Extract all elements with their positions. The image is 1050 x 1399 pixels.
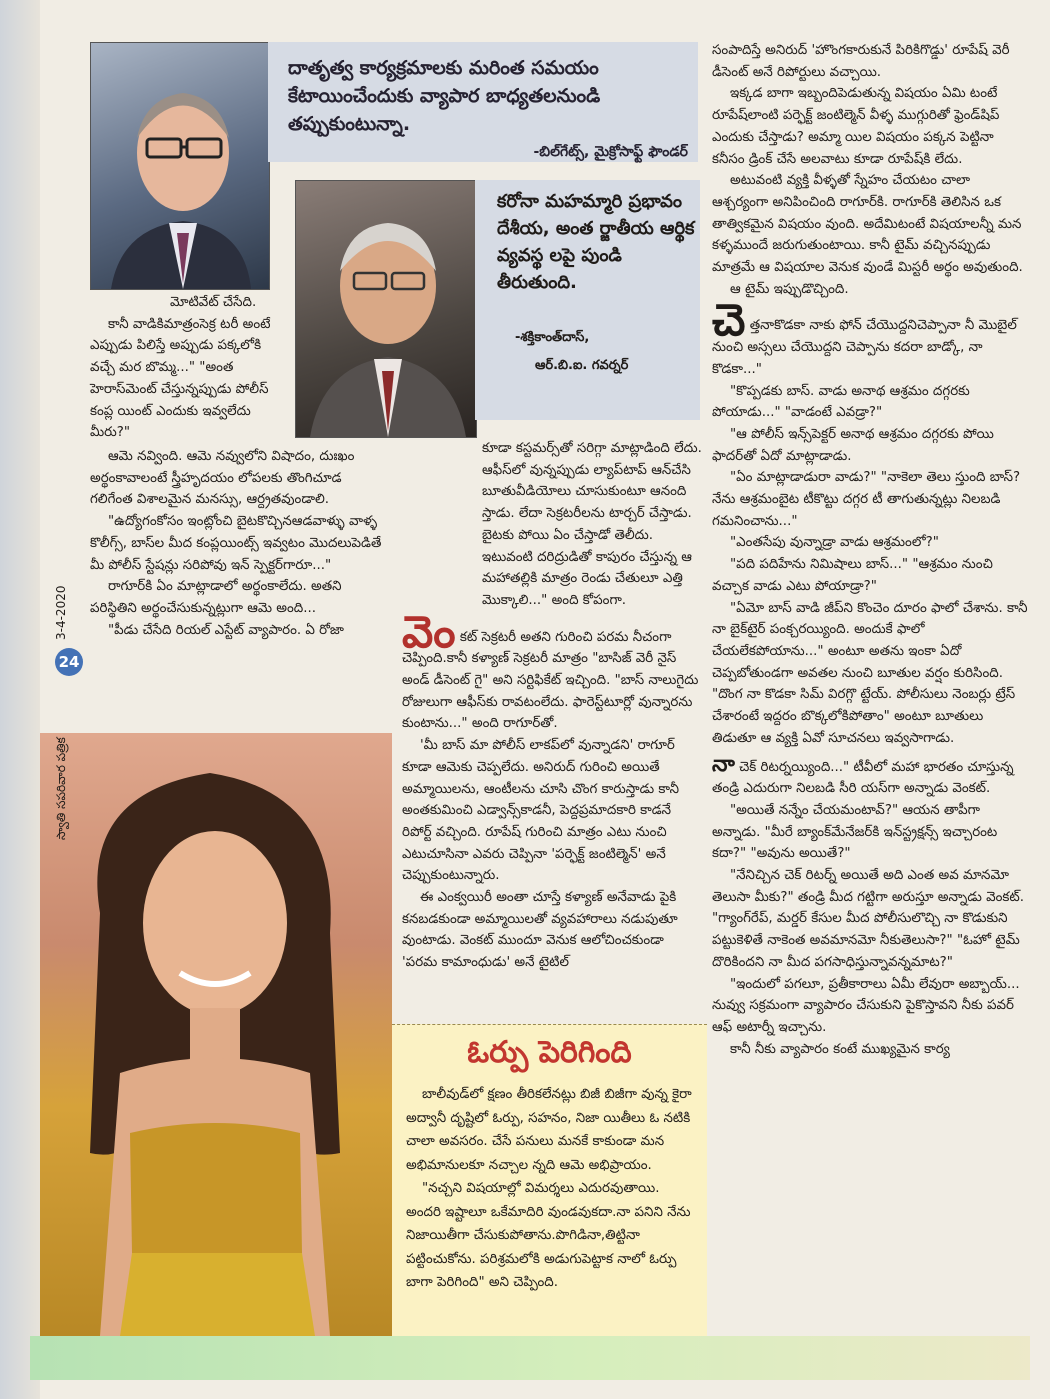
paragraph: "ఏం మాట్లాడాడురా వాడు?" "నాకెలా తెలు స్తుంది బాస్? నేను ఆశ్రమంబైట టీకొట్టు దగ్గర టీ తాగుతున్నట్లు నిలబడి గమనించాను..." xyxy=(712,470,1021,529)
paragraph-text: చెక్ రిటర్నయ్యింది..." టీవీలో మహా భారతం చూస్తున్న తండ్రి ఎదురుగా నిలబడి సీరి యస్‌గా అన్నాడు వెంకట్. xyxy=(712,759,1014,797)
issue-date: 3-4-2020 xyxy=(54,585,68,640)
paragraph: "కొప్పడకు బాస్. వాడు అనాథ ఆశ్రమం దగ్గరకు పోయాడు..." "వాడంటే ఎవడ్రా?" xyxy=(712,383,970,421)
bill-gates-photo xyxy=(90,42,270,290)
page-number-badge: 24 xyxy=(55,648,83,676)
gates-quote-text: దాతృత్వ కార్యక్రమాలకు మరింత సమయం కేటాయించేందుకు వ్యాపార బాధ్యతలనుండి తప్పుకుంటున్నా. xyxy=(288,57,601,135)
paragraph: ఆ టైమ్ ఇప్పుడొచ్చింది. xyxy=(730,281,849,297)
paragraph-text: కట్ సెక్రటరీ అతని గురించి పరమ నీచంగా చెప్పింది.కానీ కళ్యాణ్ సెక్రటరీ మాత్రం "బాసిజ్ వెరీ నైస్ అండ్ డీసెంట్ గై" అని సర్టిఫికేట్ ఇచ్చింది. "బాస్ నాలుగైదు రోజులుగా ఆఫీస్‌కు రావటంలేదు. ఫారెస్ట్‌టూర్లో వున్నారను కుంటాను..." అంది రాగూర్‌తో. xyxy=(402,629,699,732)
kiara-advani-photo xyxy=(40,733,392,1336)
paragraph: ఆమె నవ్వింది. ఆమె నవ్వులోని విషాదం, దుఃఖం అర్థంకావాలంటే స్త్రీహృదయం లోపలకు తొంగిచూడ గలిగేంత విశాలమైన మనస్సు, ఆర్ద్రతవుండాలి. xyxy=(90,449,355,508)
paragraph-na xyxy=(712,751,1030,800)
paragraph: కూడా కస్టమర్స్‌తో సరిగ్గా మాట్లాడింది లేదు. ఆఫీస్‌లో వున్నప్పుడు ల్యాప్‌టాప్ ఆన్‌చేసి బూతువీడియోలు చూసుకుంటూ ఆనంది స్తాడు. లేదా సెక్రటరీలను టార్చర్ చేస్తాడు. బైటకు పోయి ఏం చేస్తాడో తెలీదు. ఇటువంటి దరిద్రుడితో కాపురం చేస్తున్న ఆ మహాతల్లికి మాత్రం రెండు చేతులూ ఎత్తి మొక్కాలి..." అంది కోపంగా. xyxy=(482,441,702,608)
paragraph: కానీ నీకు వ్యాపారం కంటే ముఖ్యమైన కార్య xyxy=(730,1041,950,1057)
paragraph: "ఏమో బాస్ వాడి జీప్‌ని కొంచెం దూరం ఫాలో చేశాను. కానీ నా బైక్‌టైర్ పంక్చరయ్యింది. అందుకే ఫాలో చేయలేకపోయాను..." అంటూ అతను ఇంకా ఏదో చెప్పబోతుండగా అవతల నుంచి బూతుల వర్షం కురిసింది. "దొంగ నా కొడకా సిమ్ విరగ్గొ ట్టేయ్. పోలీసులు నెంబర్లు ట్రేస్ చేశారంటే ఇద్దరం బొక్కలోకిపోతాం" అంటూ బూతులు తిడుతూ ఆ వ్యక్తి ఏవో సూచనలు ఇవ్వసాగాడు. xyxy=(712,600,1028,746)
paragraph: "నేనిచ్చిన చెక్ రిటర్న్ అయితే అది ఎంత అవ మానమో తెలుసా మీకు?" తండ్రి మీద గట్టిగా అరుస్తూ అన్నాడు వెంకట్. "గ్యాంగ్‌రేప్, మర్డర్ కేసుల మీద పోలీసులొచ్చి నా కొడుకుని పట్టుకెళితే నాకెంత అవమానమో నీకుతెలుసా?" "ఓహో టైమ్ దొరికిందని నా మీద పగసాధిస్తున్నావన్నమాట?" xyxy=(712,868,1025,970)
drop-cap: చె xyxy=(712,295,746,347)
paragraph: "పీడు చేసేది రియల్ ఎస్టేట్ వ్యాపారం. ఏ రోజా xyxy=(108,622,344,638)
paragraph-venkat xyxy=(402,606,702,736)
drop-cap: వెం xyxy=(402,606,456,658)
das-quote-attribution: -శక్తికాంత్‌దాస్, xyxy=(515,330,590,345)
paragraph-che xyxy=(712,295,1030,380)
sidebar-paragraph: బాలీవుడ్‌లో క్షణం తీరికలేనట్లు బిజీ బిజీగా వున్న కైరా అద్వానీ దృష్టిలో ఓర్పు, సహనం, నిజా యితీలు ఓ నటికి చాలా అవసరం. చేసే పనులు మనకే కాకుండా మన అభిమానులకూ నచ్చాల న్నది ఆమె అభిప్రాయం. xyxy=(406,1087,692,1173)
paragraph: "ఎంతసేపు వున్నాడ్రా వాడు ఆశ్రమంలో?" xyxy=(730,535,939,551)
paragraph: "ఆ పోలీస్ ఇన్స్‌పెక్టర్ అనాథ ఆశ్రమం దగ్గరకు పోయి ఫాదర్‌తో ఏదో మాట్లాడాడు. xyxy=(712,426,994,464)
paragraph: 'మీ బాస్ మా పోలీస్ లాకప్‌లో వున్నాడని' రాగూర్ కూడా ఆమెకు చెప్పలేదు. అనిరుద్ గురించి అయితే అమ్మాయిలను, ఆంటీలను చూసి చొంగ కారుస్తాడు కానీ అంతకుమించి ఎడ్వాన్స్‌కాడనీ, పెద్దప్రమాదకారి కాడనే రిపోర్ట్ వచ్చింది. రూపేష్ గురించి మాత్రం ఎటు నుంచి ఎటుచూసినా ఎవరు చెప్పినా 'పర్ఫెక్ట్ జంటిల్మెన్' అనే చెప్పుకుంటున్నారు. xyxy=(402,738,679,884)
das-quote-text: కరోనా మహమ్మారి ప్రభావం దేశీయ, అంత ర్జాతీయ ఆర్థిక వ్యవస్థ లపై పుండి తీరుతుంది. xyxy=(497,191,695,293)
left-column-bottom xyxy=(90,446,385,641)
paragraph: మోటివేట్ చేసేది. xyxy=(170,295,257,310)
middle-column xyxy=(402,438,702,974)
bottom-color-band xyxy=(30,1336,1030,1380)
gates-quote-attribution: -బిల్‌గేట్స్, మైక్రోసాఫ్ట్ ఫౌండర్ xyxy=(533,144,688,160)
paragraph: సంపాదిస్తే అనిరుద్ 'హొంగకారుకునే పిరికిగొడ్డు' రూపేష్ వెరీ డీసెంట్ అనే రిపోర్టులు వచ్చాయి. xyxy=(712,43,1010,80)
sidebar-title: ఓర్పు పెరిగింది xyxy=(467,1035,632,1070)
kiara-advani-portrait-icon xyxy=(40,733,392,1336)
binding-strip xyxy=(0,0,40,1399)
das-quote-box xyxy=(475,180,700,420)
magazine-name: స్వాతి సపరివార పత్రిక xyxy=(54,737,68,840)
paragraph: ఇక్కడ బాగా ఇబ్బందిపెడుతున్న విషయం ఏమి టంటే రూపేష్‌లాంటి పర్ఫెక్ట్ జంటిల్మెన్ వీళ్ళ ముగ్గురితో ఫ్రెండ్‌షిప్ ఎందుకు చేస్తాడు? అమ్మా యిల విషయం పక్కన పెట్టినా కనీసం డ్రింక్ చేసే అలవాటు కూడా రూపేష్‌కి లేదు. xyxy=(712,86,1000,167)
paragraph-text: త్తనాకొడకా నాకు ఫోన్ చేయొద్దనిచెప్పానా నీ మొబైల్ నుంచి అస్సలు చేయొద్దని చెప్పాను కదరా బాడ్కో, నా కొడకా..." xyxy=(712,318,1017,377)
paragraph: "పది పదిహేను నిమిషాలు బాస్..." "ఆశ్రమం నుంచి వచ్చాక వాడు ఎటు పోయాడ్రా?" xyxy=(712,557,993,594)
paragraph: ఈ ఎంక్వయిరీ అంతా చూస్తే కళ్యాణ్ అనేవాడు పైకి కనబడకుండా అమ్మాయిలతో వ్యవహారాలు నడుపుతూ వుంటాడు. వెంకట్ ముందూ వెనుక ఆలోచించకుండా 'పరమ కామాంధుడు' అనే టైటిల్ xyxy=(402,890,678,971)
bill-gates-portrait-icon xyxy=(91,43,269,289)
gates-quote-box xyxy=(268,42,698,162)
sidebar-box xyxy=(392,1024,707,1337)
das-quote-title: ఆర్.బి.ఐ. గవర్నర్ xyxy=(535,358,629,373)
left-column-top xyxy=(90,292,290,444)
drop-cap: నా xyxy=(712,751,735,777)
paragraph: "ఇందులో పగలూ, ప్రతీకారాలు ఏమీ లేవురా అబ్బాయ్... నువ్వు సక్రమంగా వ్యాపారం చేసుకుని పైకొస్తావని నీకు పవర్ ఆఫ్ అటార్నీ ఇచ్చాను. xyxy=(712,976,1020,1035)
shaktikanta-das-photo xyxy=(295,180,477,438)
paragraph: "అయితే నన్నేం చేయమంటావ్?" ఆయన తాపీగా అన్నాడు. "మీరే బ్యాంక్‌మేనేజర్‌కి ఇన్‌స్ట్రక్షన్స్ ఇచ్చారంట కదా?" "అవును అయితే?" xyxy=(712,802,998,862)
right-column xyxy=(712,40,1030,1060)
shaktikanta-das-portrait-icon xyxy=(296,181,476,437)
paragraph: కానీ వాడికిమాత్రంసెక్ర టరీ అంటే ఎప్పుడు పిలిస్తే అప్పుడు పక్కలోకి వచ్చే మర బొమ్మ..." "అంత హెరాస్‌మెంట్ చేస్తున్నప్పుడు పోలీస్ కంప్ల యింట్ ఎందుకు ఇవ్వలేదు మీరు?" xyxy=(90,316,271,441)
paragraph: "ఉద్యోగంకోసం ఇంట్లోంచి బైటకొచ్చినఆడవాళ్ళు వాళ్ళ కొలీగ్స్, బాస్‌ల మీద కంప్లయింట్స్ ఇవ్వటం మొదలుపెడితే మీ పోలీస్ స్టేషన్లు సరిపోవు ఇన్ స్పెక్టర్‌గారూ..." xyxy=(90,514,382,573)
paragraph: అటువంటి వ్యక్తి వీళ్ళతో స్నేహం చేయటం చాలా ఆశ్చర్యంగా అనిపించింది రాగూర్‌కి. రాగూర్‌కి తెలిసిన ఒక తాత్వికమైన విషయం వుంది. అదేమిటంటే విషయాలన్నీ మన కళ్ళముందే జరుగుతుంటాయి. కానీ టైమ్ వచ్చినప్పుడు మాత్రమే ఆ విషయాల వెనుక వుండే మిస్టరీ అర్థం అవుతుంది. xyxy=(712,173,1023,276)
sidebar-paragraph: "నచ్చని విషయాల్లో విమర్శలు ఎదురవుతాయి. అందరి ఇష్టాలూ ఒకేమాదిరి వుండవుకదా.నా పనిని నేను నిజాయితీగా చేసుకుపోతాను.పొగిడినా,తిట్టినా పట్టించుకోను. పరిశ్రమలోకి అడుగుపెట్టాక నాలో ఓర్పు బాగా పెరిగింది" అని చెప్పింది. xyxy=(406,1181,691,1290)
paragraph: రాగూర్‌కి ఏం మాట్లాడాలో అర్థంకాలేదు. అతని పరిస్థితిని అర్థంచేసుకున్నట్లుగా ఆమె అంది... xyxy=(90,579,342,616)
